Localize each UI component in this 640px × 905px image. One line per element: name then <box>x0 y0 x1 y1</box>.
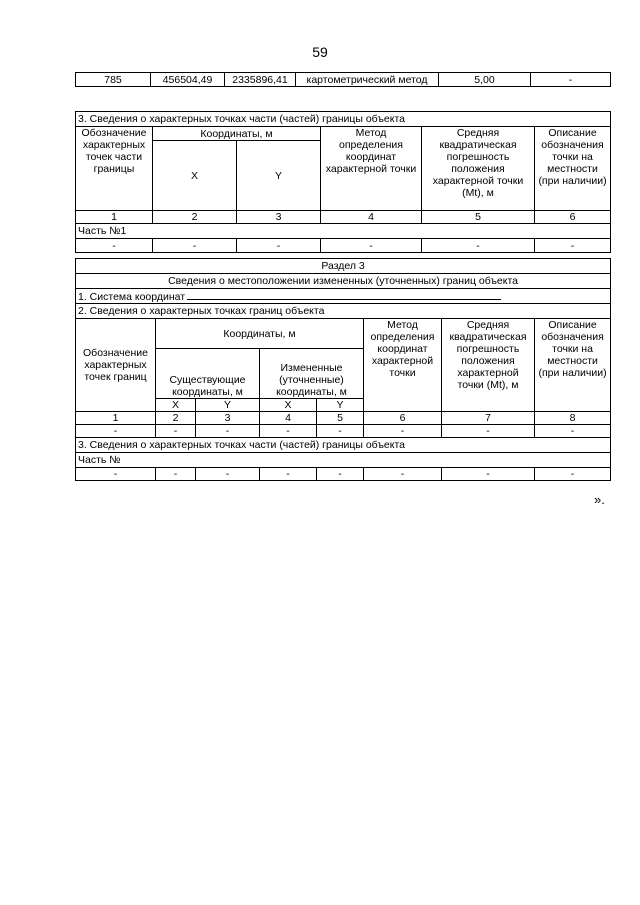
header-description: Описание обозначения точки на местности (при наличии) <box>535 127 611 211</box>
section-heading: Раздел 3 <box>76 259 611 274</box>
cell-y: 2335896,41 <box>225 73 296 87</box>
dash-cell: - <box>156 425 196 438</box>
header-x: X <box>153 141 237 211</box>
col-number: 6 <box>535 211 611 224</box>
col-number: 6 <box>364 412 442 425</box>
cell-x: 456504,49 <box>151 73 225 87</box>
cell-number: 785 <box>76 73 151 87</box>
header-designation: Обозначение характерных точек части границы <box>76 127 153 211</box>
dash-cell: - <box>321 239 422 253</box>
header-designation: Обозначение характерных точек границ <box>76 319 156 412</box>
header-y: Y <box>196 399 260 412</box>
dash-cell: - <box>364 468 442 481</box>
coordinate-system-row <box>76 289 611 304</box>
col-number: 3 <box>237 211 321 224</box>
section-3-table <box>75 258 611 481</box>
header-existing: Существующие координаты, м <box>156 349 260 399</box>
dash-cell: - <box>535 425 611 438</box>
parts-title: 3. Сведения о характерных точках части (частей) границы объекта <box>76 438 611 453</box>
header-accuracy: Средняя квадратическая погрешность положения характерной точки (Mt), м <box>422 127 535 211</box>
part-label: Часть №1 <box>76 224 611 239</box>
col-number: 4 <box>260 412 317 425</box>
blank-line <box>187 290 501 300</box>
dash-cell: - <box>76 239 153 253</box>
dash-cell: - <box>196 425 260 438</box>
col-number: 2 <box>153 211 237 224</box>
col-number: 1 <box>76 211 153 224</box>
header-accuracy: Средняя квадратическая погрешность положения характерной точки (Mt), м <box>442 319 535 412</box>
dash-cell: - <box>260 425 317 438</box>
section-title: 3. Сведения о характерных точках части (частей) границы объекта <box>76 112 611 127</box>
header-coordinates: Координаты, м <box>153 127 321 141</box>
dash-cell: - <box>442 425 535 438</box>
header-coordinates: Координаты, м <box>156 319 364 349</box>
dash-cell: - <box>364 425 442 438</box>
header-y: Y <box>317 399 364 412</box>
dash-cell: - <box>317 468 364 481</box>
continuation-row-table <box>75 72 611 87</box>
cell-accuracy: 5,00 <box>439 73 531 87</box>
dash-cell: - <box>442 468 535 481</box>
col-number: 7 <box>442 412 535 425</box>
header-changed: Измененные (уточненные) координаты, м <box>260 349 364 399</box>
dash-cell: - <box>535 239 611 253</box>
col-number: 5 <box>317 412 364 425</box>
part-label: Часть № <box>76 453 611 468</box>
col-number: 4 <box>321 211 422 224</box>
dash-cell: - <box>422 239 535 253</box>
table-row <box>76 73 611 87</box>
header-y: Y <box>237 141 321 211</box>
header-method: Метод определения координат характерной точки <box>321 127 422 211</box>
dash-cell: - <box>317 425 364 438</box>
dash-cell: - <box>237 239 321 253</box>
cell-description: - <box>531 73 611 87</box>
dash-cell: - <box>76 468 156 481</box>
dash-cell: - <box>156 468 196 481</box>
header-description: Описание обозначения точки на местности (при наличии) <box>535 319 611 412</box>
col-number: 1 <box>76 412 156 425</box>
cell-method: картометрический метод <box>296 73 439 87</box>
header-x: X <box>260 399 317 412</box>
dash-cell: - <box>260 468 317 481</box>
part-points-table <box>75 111 611 253</box>
header-method: Метод определения координат характерной точки <box>364 319 442 412</box>
col-number: 5 <box>422 211 535 224</box>
dash-cell: - <box>153 239 237 253</box>
coordinate-system-label: 1. Система координат <box>78 290 186 303</box>
col-number: 8 <box>535 412 611 425</box>
section-subtitle: Сведения о местоположении измененных (уточненных) границ объекта <box>76 274 611 289</box>
col-number: 3 <box>196 412 260 425</box>
page-number: 59 <box>312 44 328 60</box>
dash-cell: - <box>535 468 611 481</box>
col-number: 2 <box>156 412 196 425</box>
closing-quote: ». <box>594 492 605 507</box>
header-x: X <box>156 399 196 412</box>
points-title: 2. Сведения о характерных точках границ объекта <box>76 304 611 319</box>
dash-cell: - <box>76 425 156 438</box>
dash-cell: - <box>196 468 260 481</box>
